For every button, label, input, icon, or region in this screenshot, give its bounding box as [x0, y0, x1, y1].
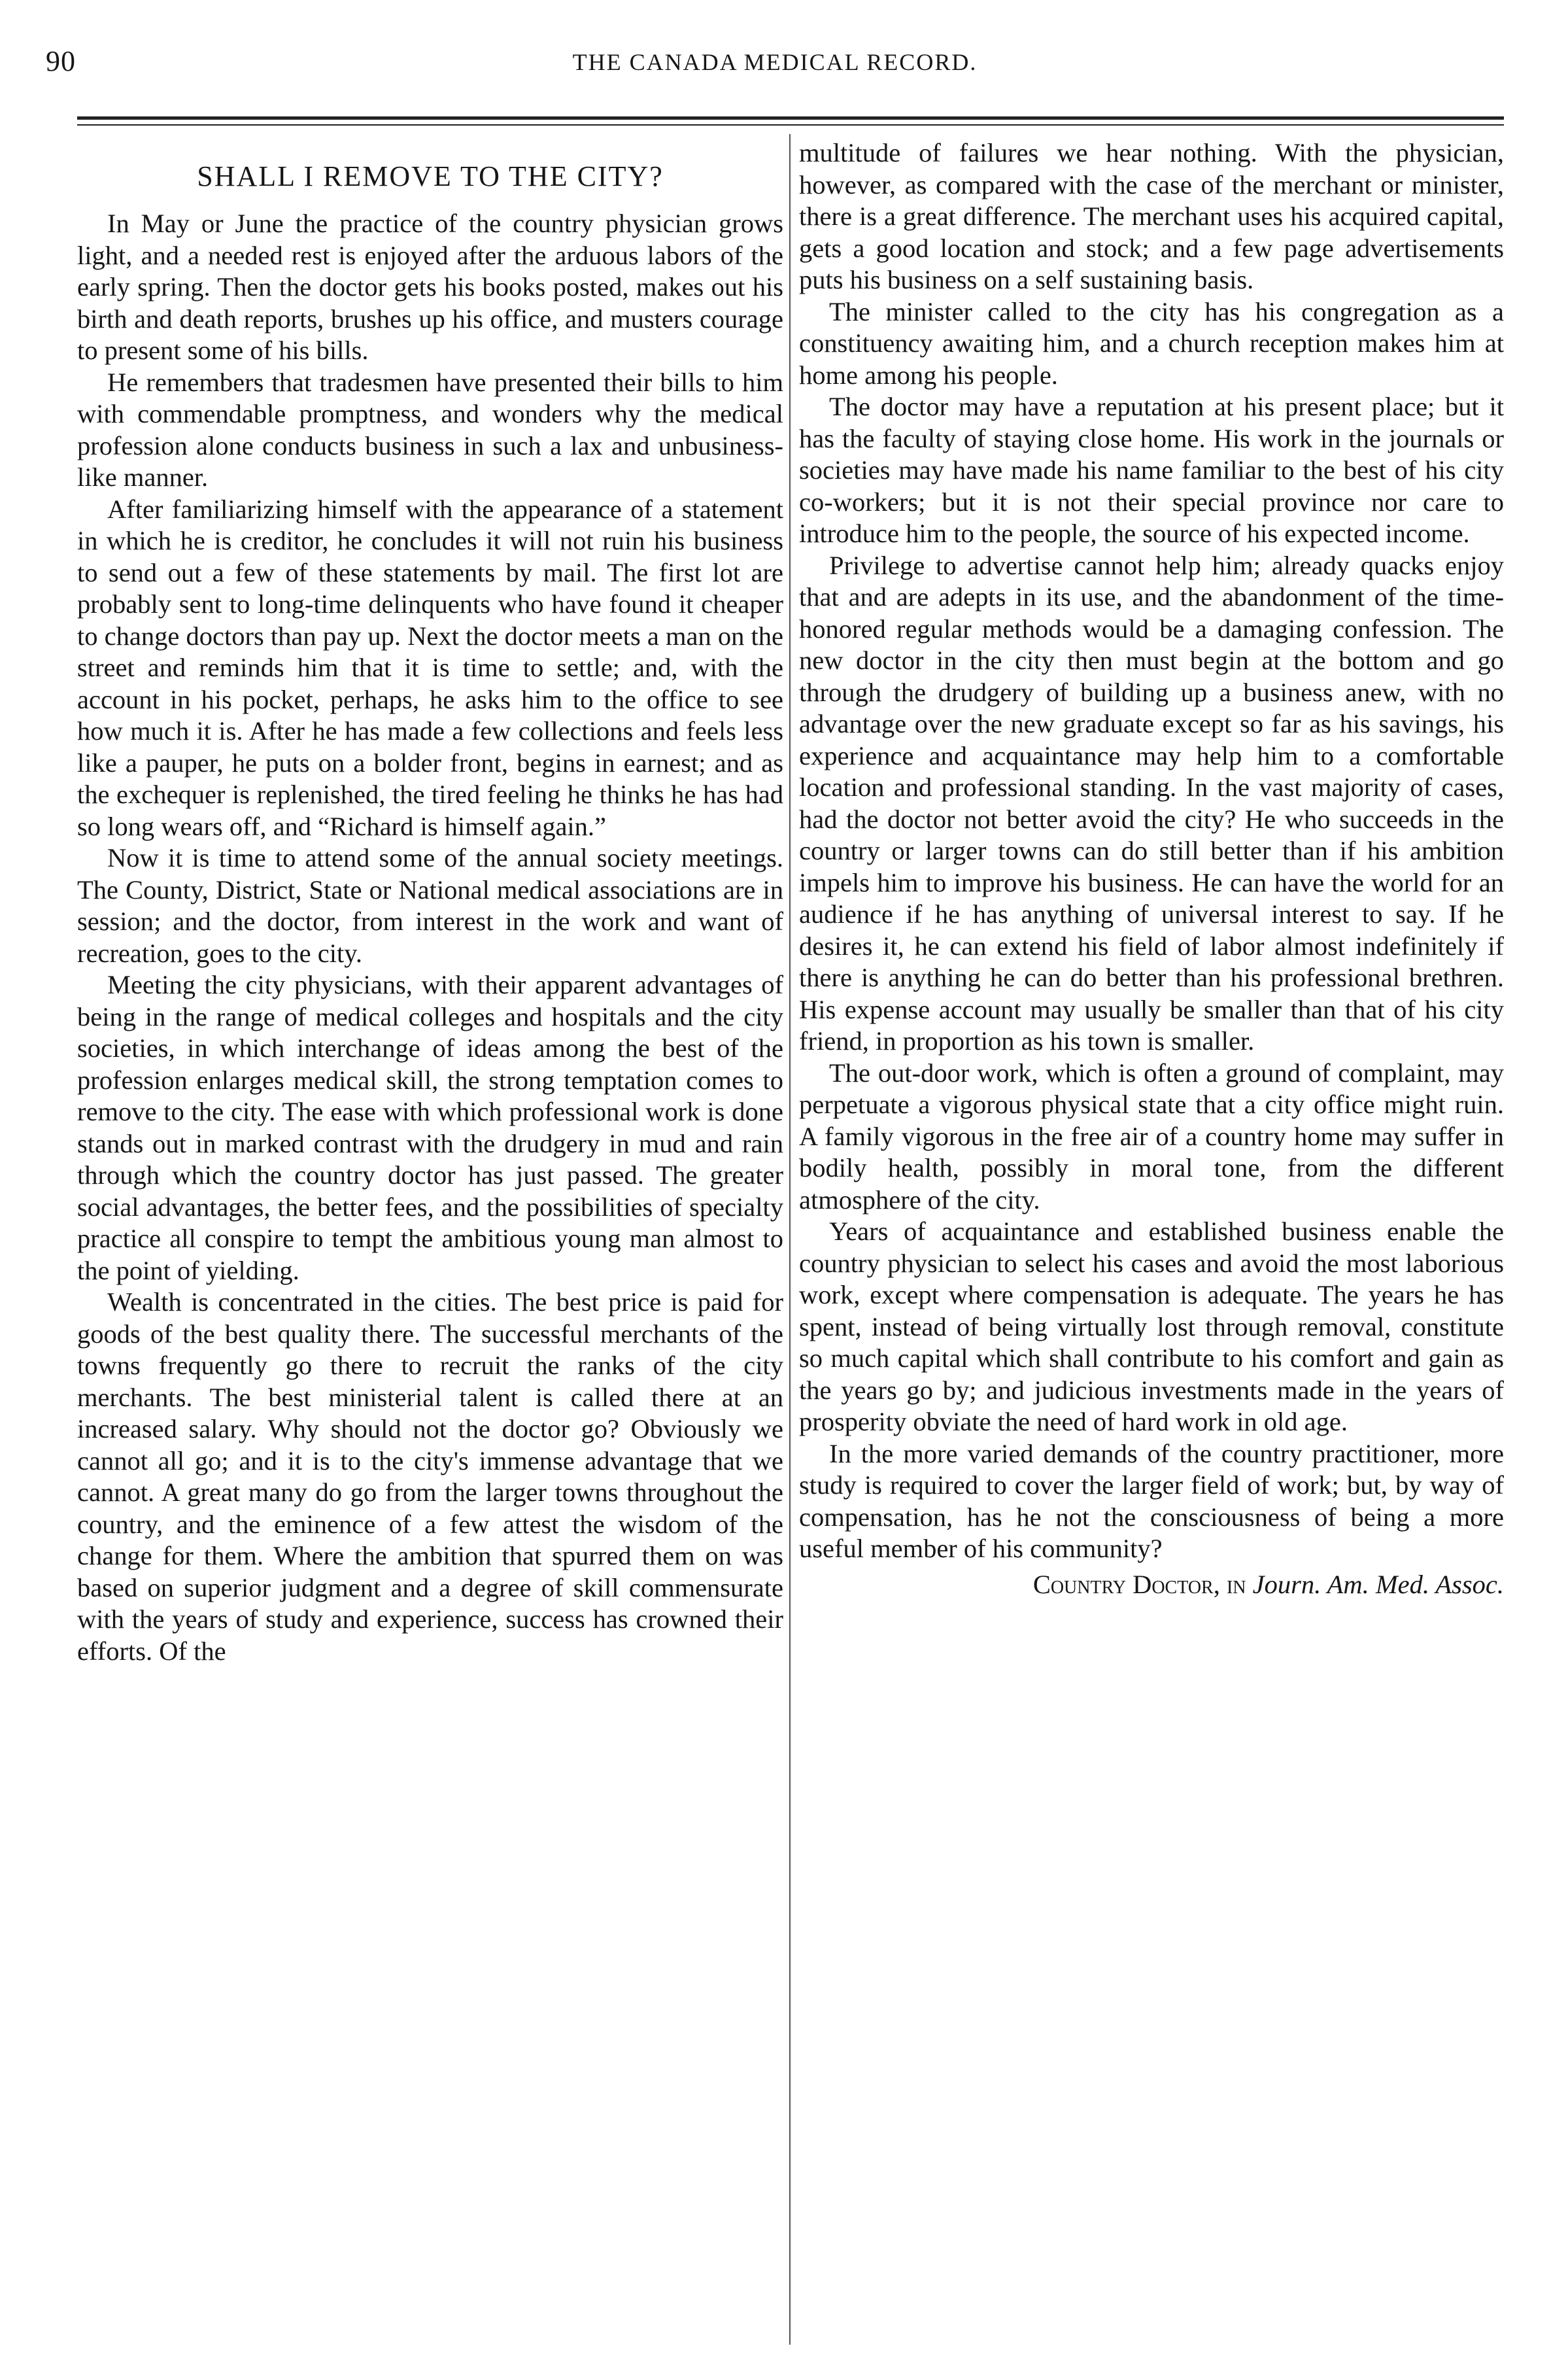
paragraph: Years of acquaintance and established business enable the country physician to select his cases and avoid the most laborious work, except where compensation is adequate. The years he has spent, instead of being virtually lost through removal, constitute so much capital which shall contribute to his comfort and gain as the years go by; and judicious investments made in the years of prosperity obviate the need of hard work in old age. — [799, 1216, 1504, 1436]
article-title: SHALL I REMOVE TO THE CITY? — [197, 160, 664, 192]
article-signature — [799, 1569, 1504, 1601]
running-head: THE CANADA MEDICAL RECORD. — [572, 49, 978, 75]
page-number: 90 — [46, 45, 76, 77]
signature-journal: Journ. Am. Med. Assoc. — [1252, 1569, 1504, 1599]
paragraph: Wealth is concentrated in the cities. The best price is paid for goods of the best quality there. The successful merchants of the towns frequently go there to recruit the ranks of the city merchants. The best ministerial talent is called there at an increased salary. Why should not the doctor go? Obviously we cannot all go; and it is to the city's immense advantage that we cannot. A great many do go from the larger towns throughout the country, and the eminence of a few attest the wisdom of the change for them. Where the ambition that spurred them on was based on superior judgment and a degree of skill commensurate with the years of study and experience, success has crowned their efforts. Of the — [77, 1287, 783, 1666]
paragraph: The out-door work, which is often a ground of complaint, may perpetuate a vigorous physical state that a city office might ruin. A family vigorous in the free air of a country home may suffer in bodily health, possibly in moral tone, from the different atmosphere of the city. — [799, 1058, 1504, 1215]
paragraph: Privilege to advertise cannot help him; already quacks enjoy that and are adepts in its use, and the abandonment of the time-honored regular methods would be a damaging confession. The new doctor in the city then must begin at the bottom and go through the drudgery of building up a business anew, with no advantage over the new graduate except so far as his savings, his experience and acquaintance may help him to a comfortable location and professional standing. In the vast majority of cases, had the doctor not better avoid the city? He who succeeds in the country or larger towns can do still better than if his ambition impels him to improve his business. He can have the world for an audience if he has anything of universal interest to say. If he desires it, he can extend his field of labor almost indefinitely if there is anything he can do better than his professional brethren. His expense account may usually be smaller than that of his city friend, in proportion as his town is smaller. — [799, 550, 1504, 1056]
header-rule-thin — [77, 124, 1504, 126]
paragraph: The minister called to the city has his congregation as a constituency awaiting him, and a church reception makes him at home among his people. — [799, 296, 1504, 390]
page-header — [46, 39, 1504, 98]
paragraph: The doctor may have a reputation at his present place; but it has the faculty of staying close home. His work in the journals or societies may have made his name familiar to the best of his city co-workers; but it is not their special province nor care to introduce him to the people, the source of his expected income. — [799, 392, 1504, 548]
paragraph: Now it is time to attend some of the annual society meetings. The County, District, State or National medical associations are in session; and the doctor, from interest in the work and want of recreation, goes to the city. — [77, 843, 783, 968]
paragraph-continuation: multitude of failures we hear nothing. With the physician, however, as compared with the case of the merchant or minister, there is a great difference. The merchant uses his acquired capital, gets a good location and stock; and a few page advertisements puts his business on a self sustaining basis. — [799, 138, 1504, 294]
paragraph: Meeting the city physicians, with their apparent advantages of being in the range of medical colleges and hospitals and the city societies, in which interchange of ideas among the best of the profession enlarges medical skill, the strong temptation comes to remove to the city. The ease with which professional work is done stands out in marked contrast with the drudgery in mud and rain through which the country doctor has just passed. The greater social advantages, the better fees, and the possibilities of specialty practice all conspire to tempt the ambitious young man almost to the point of yielding. — [77, 970, 783, 1285]
paragraph: After familiarizing himself with the appearance of a statement in which he is creditor, he concludes it will not ruin his business to send out a few of these statements by mail. The first lot are probably sent to long-time delinquents who have found it cheaper to change doctors than pay up. Next the doctor meets a man on the street and reminds him that it is time to settle; and, with the account in his pocket, perhaps, he asks him to the office to see how much it is. After he has made a few collections and feels less like a pauper, he puts on a bolder front, begins in earnest; and as the exchequer is replenished, the tired feeling he thinks he has had so long wears off, and “Richard is himself again.” — [77, 494, 783, 841]
right-column — [799, 137, 1504, 1600]
paragraph: He remembers that tradesmen have presented their bills to him with commendable promptness, and wonders why the medical profession alone conducts business in such a lax and unbusiness-like manner. — [77, 367, 783, 492]
paragraph: In the more varied demands of the country practitioner, more study is required to cover the larger field of work; but, by way of compensation, has he not the consciousness of being a more useful member of his community? — [799, 1438, 1504, 1563]
signature-author: Country Doctor, — [1032, 1569, 1220, 1599]
signature-connector: in — [1219, 1569, 1253, 1599]
left-column — [77, 137, 783, 1667]
column-divider — [789, 134, 791, 2345]
header-rule-thick — [77, 116, 1504, 120]
paragraph: In May or June the practice of the country physician grows light, and a needed rest is enjoyed after the arduous labors of the early spring. Then the doctor gets his books posted, makes out his birth and death reports, brushes up his office, and musters courage to present some of his bills. — [77, 209, 783, 365]
